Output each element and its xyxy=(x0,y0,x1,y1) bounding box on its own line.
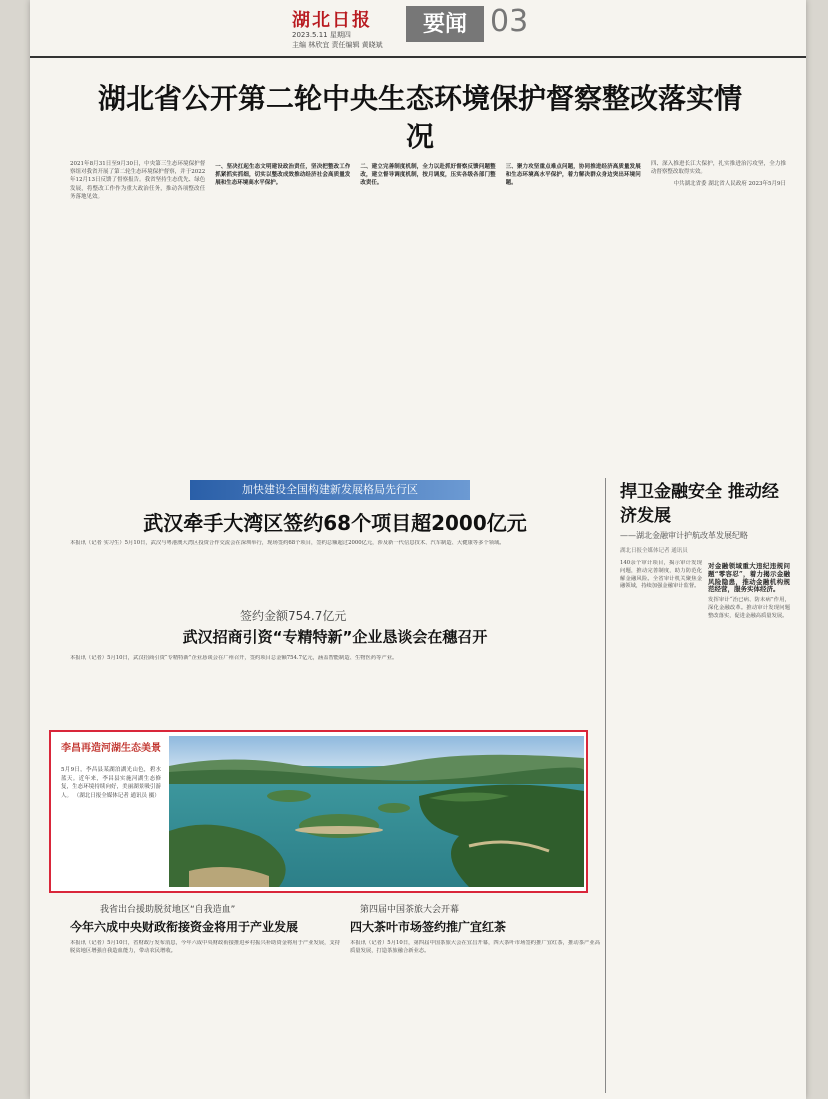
lake-photo xyxy=(169,736,584,887)
photo-title: 李昌再造河湖生态美景 xyxy=(61,743,161,754)
wuhan-headline-2: 武汉招商引资“专精特新”企业恳谈会在穗召开 xyxy=(182,628,488,646)
wuhan-body xyxy=(70,540,600,610)
page-number: 03 xyxy=(490,4,529,39)
wuhan-banner: 加快建设全国构建新发展格局先行区 xyxy=(190,480,470,500)
photo-caption xyxy=(61,766,161,800)
sidebar-subtitle: ——湖北金融审计护航改革发展纪略 xyxy=(620,531,748,540)
lake-landscape-image xyxy=(169,736,584,887)
wuhan-subhead: 签约金额754.7亿元 xyxy=(240,609,347,623)
bottom-right-kicker: 第四届中国茶旅大会开幕 xyxy=(360,905,460,915)
sidebar-headline: 捍卫金融安全 推动经济发展 xyxy=(620,482,779,526)
column-divider xyxy=(605,478,606,1093)
wuhan-body-2-text: 本报讯（记者）5月10日，武汉招商引资“专精特新”企业恳谈会在广州召开，签约项目总金额754.7亿元，涵盖智能制造、生物医药等产业。 xyxy=(70,655,398,661)
bottom-right-body-text: 本报讯（记者）5月10日，第四届中国茶旅大会在宜昌开幕，四大茶叶市场签约推广宜红茶，推动茶产业高质量发展，打造茶旅融合新业态。 xyxy=(350,940,600,954)
photo-credit: （湖北日报全媒体记者 通讯员 摄） xyxy=(73,792,160,799)
photo-feature xyxy=(49,730,588,893)
masthead xyxy=(30,0,806,58)
sidebar-body xyxy=(620,560,790,1095)
sidebar-column-2-text: 对金融领域重大违纪违规问题“零容忍”，着力揭示金融风险隐患，推动金融机构规范经营，服务实体经济。 xyxy=(708,562,790,594)
bottom-left-kicker: 我省出台援助脱贫地区“自我造血” xyxy=(100,905,236,915)
bottom-left-body-text: 本报讯（记者）5月10日，省财政厅发布消息，今年六成中央财政衔接推进乡村振兴补助资金将用于产业发展，支持脱贫地区增强自我造血能力，带动农民增收。 xyxy=(70,940,340,954)
top-column-3-text: 二、建立完善制度机制，全力以赴抓好督察反馈问题整改，建立督导调度机制，按月调度，压实各级各部门整改责任。 xyxy=(360,164,496,187)
issue-date: 2023.5.11 星期四 xyxy=(292,31,351,39)
top-column-5-text: 四、深入推进长江大保护，扎实推进治污攻坚，全力推动督察整改取得实效。 xyxy=(650,161,787,176)
top-column-2 xyxy=(215,160,350,460)
top-column-2-text: 一、坚决扛起生态文明建设政治责任，坚决把整改工作抓紧抓实抓细，切实以整改成效推动经济社会高质量发展和生态环境高水平保护。 xyxy=(215,164,351,187)
bottom-left-body xyxy=(70,940,340,1095)
bottom-right-headline: 四大茶叶市场签约推广宜红茶 xyxy=(350,920,507,934)
top-column-1: 2021年8月31日至9月30日，中央第三生态环境保护督察组对我省开展了第二轮生态环境保护督察，并于2022年12月13日反馈了督察报告。我省坚持生态优先、绿色发展，将整改工作作为重大政治任务，推动各项整改任务落地见效。 xyxy=(70,161,206,200)
wuhan-headline: 武汉牵手大湾区签约68个项目超2000亿元 xyxy=(143,511,527,535)
top-column-4 xyxy=(506,160,641,460)
section-label: 要闻 xyxy=(406,6,484,42)
top-column-3 xyxy=(360,160,495,460)
bottom-right-body xyxy=(350,940,600,1095)
bottom-left-headline: 今年六成中央财政衔接资金将用于产业发展 xyxy=(70,920,299,934)
photo-caption-text: 5月9日，李昌县某湖泊湖光山色，碧水蓝天。近年来，李昌县实施河湖生态修复，生态环境持续向好，美丽湖景吸引游人。 xyxy=(61,767,161,799)
newspaper-page xyxy=(30,0,806,1099)
sidebar-column-1: 140余个审计项目，揭示审计发现问题，推动完善制度，助力防范化解金融风险。全省审计机关聚焦金融领域，持续加强金融审计监督。 xyxy=(620,560,702,590)
top-column-5 xyxy=(651,160,786,460)
top-story-body xyxy=(70,160,786,460)
top-column-4-text: 三、聚力攻坚重点难点问题，协同推进经济高质量发展和生态环境高水平保护，着力解决群众身边突出环境问题。 xyxy=(505,164,641,187)
wuhan-body-text: 本报讯（记者 实习生）5月10日，武汉与粤港澳大湾区投资合作交流会在深圳举行，现场签约68个项目，签约总额超过2000亿元，涉及新一代信息技术、汽车制造、大健康等多个领域。 xyxy=(70,540,505,546)
newspaper-logo: 湖北日报 xyxy=(292,10,372,31)
sidebar-byline: 湖北日报全媒体记者 通讯员 xyxy=(620,548,688,554)
photo-text-box xyxy=(55,736,167,887)
sidebar-column-3-text: 发挥审计“治已病、防未病”作用，深化金融改革。推动审计发现问题整改落实，促进金融高质量发展。 xyxy=(708,597,790,619)
editor-line: 主编 林欣宜 责任编辑 黄晓斌 xyxy=(292,41,383,49)
top-headline: 湖北省公开第二轮中央生态环境保护督察整改落实情况 xyxy=(97,82,742,153)
wuhan-body-2 xyxy=(70,655,600,725)
sidebar-column-2 xyxy=(708,560,790,1095)
top-story-signoff: 中共湖北省委 湖北省人民政府 2023年5月9日 xyxy=(673,181,787,188)
